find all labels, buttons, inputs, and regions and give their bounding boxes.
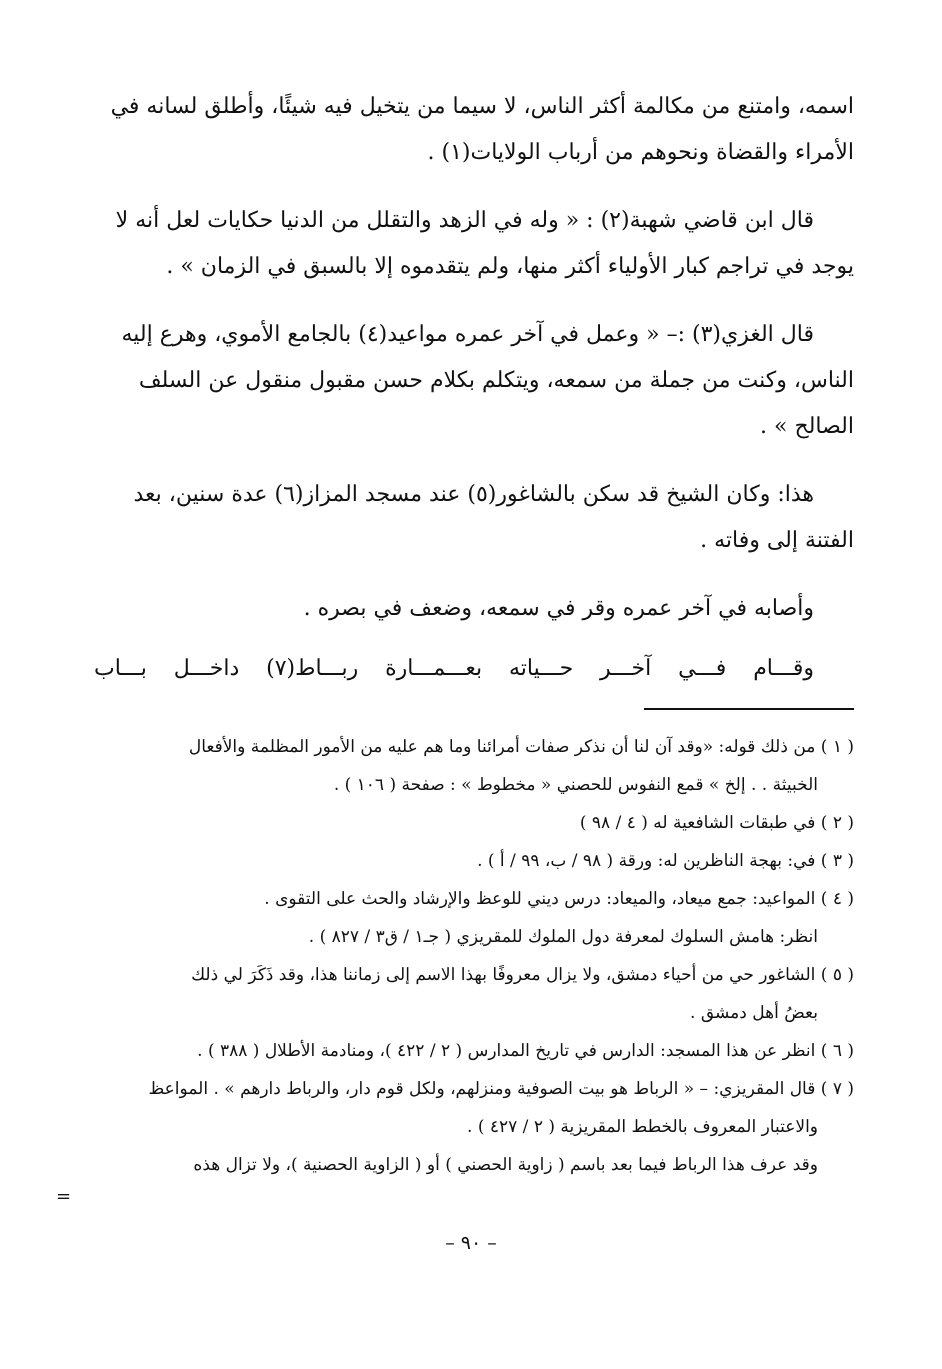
paragraph-1 [94,84,854,176]
footnote-line: انظر: هامش السلوك لمعرفة دول الملوك للمقريزي ( جـ١ / ق٣ / ٨٢٧ ) . [308,927,818,947]
text-line: وأصابه في آخر عمره وقر في سمعه، وضعف في بصره . [303,596,814,621]
text-line: وقـــام فـــي آخـــر حـــياته بعـــمـــارة ربـــاط(٧) داخـــل بـــاب [94,656,814,681]
footnote-3 [104,842,854,880]
footnote-6 [104,1032,854,1070]
footnote-line: ( ٥ ) الشاغور حي من أحياء دمشق، ولا يزال معروفًا بهذا الاسم إلى زماننا هذا، وقد ذَكَرَ لي ذلك [191,965,854,985]
footnote-line: ( ٣ ) في: بهجة الناظرين له: ورقة ( ٩٨ / ب، ٩٩ / أ ) . [477,851,854,871]
footnote-2 [104,804,854,842]
paragraph-6 [94,646,854,692]
footnote-line: وقد عرف هذا الرباط فيما بعد باسم ( زاوية الحصني ) أو ( الزاوية الحصنية )، ولا تزال هذه [193,1155,818,1175]
footnote-line: ( ٢ ) في طبقات الشافعية له ( ٤ / ٩٨ ) [579,813,854,833]
paragraph-3 [94,312,854,450]
footnote-line: الخبيثة . . إلخ » قمع النفوس للحصني « مخطوط » : صفحة ( ١٠٦ ) . [333,775,818,795]
text-line: الصالح » . [760,414,854,439]
page-number: – ٩٠ – [445,1232,497,1254]
text-line: قال ابن قاضي شهبة(٢) : « وله في الزهد والتقلل من الدنيا حكايات لعل أنه لا [115,208,814,233]
text-line: قال الغزي(٣) :– « وعمل في آخر عمره مواعيد(٤) بالجامع الأموي، وهرع إليه [121,322,814,347]
footnote-line: والاعتبار المعروف بالخطط المقريزية ( ٢ / ٤٢٧ ) . [467,1117,818,1137]
text-line: اسمه، وامتنع من مكالمة أكثر الناس، لا سيما من يتخيل فيه شيئًا، وأطلق لسانه في [110,94,854,119]
footnote-1 [104,728,854,804]
footnote-line: ( ٤ ) المواعيد: جمع ميعاد، والميعاد: درس ديني للوعظ والإرشاد والحث على التقوى . [264,889,854,909]
text-line: هذا: وكان الشيخ قد سكن بالشاغور(٥) عند مسجد المزاز(٦) عدة سنين، بعد [133,482,814,507]
text-line: يوجد في تراجم كبار الأولياء أكثر منها، ولم يتقدموه إلا بالسبق في الزمان » . [166,254,854,279]
footnote-5 [104,956,854,1032]
main-text [94,84,854,706]
footnote-4 [104,880,854,956]
paragraph-4 [94,472,854,564]
text-line: الأمراء والقضاة ونحوهم من أرباب الولايات(١) . [427,140,854,165]
footnote-7-continuation [104,1146,854,1184]
paragraph-5 [94,586,854,632]
footnotes [104,728,854,1184]
footnote-7 [104,1070,854,1146]
paragraph-2 [94,198,854,290]
footnote-line: بعضُ أهل دمشق . [690,1003,818,1023]
continuation-mark: = [56,1186,72,1207]
text-line: الفتنة إلى وفاته . [700,528,854,553]
footnote-separator [644,708,854,710]
footnote-line: ( ١ ) من ذلك قوله: «وقد آن لنا أن نذكر صفات أمرائنا وما هم عليه من الأمور المظلمة والأفعال [188,737,854,757]
text-line: الناس، وكنت من جملة من سمعه، ويتكلم بكلام حسن مقبول منقول عن السلف [138,368,854,393]
footnote-line: ( ٧ ) قال المقريزي: – « الرباط هو بيت الصوفية ومنزلهم، ولكل قوم دار، والرباط دارهم » . المواعظ [148,1079,854,1099]
footnote-line: ( ٦ ) انظر عن هذا المسجد: الدارس في تاريخ المدارس ( ٢ / ٤٢٢ )، ومنادمة الأطلال ( ٣٨٨ ) . [197,1041,854,1061]
